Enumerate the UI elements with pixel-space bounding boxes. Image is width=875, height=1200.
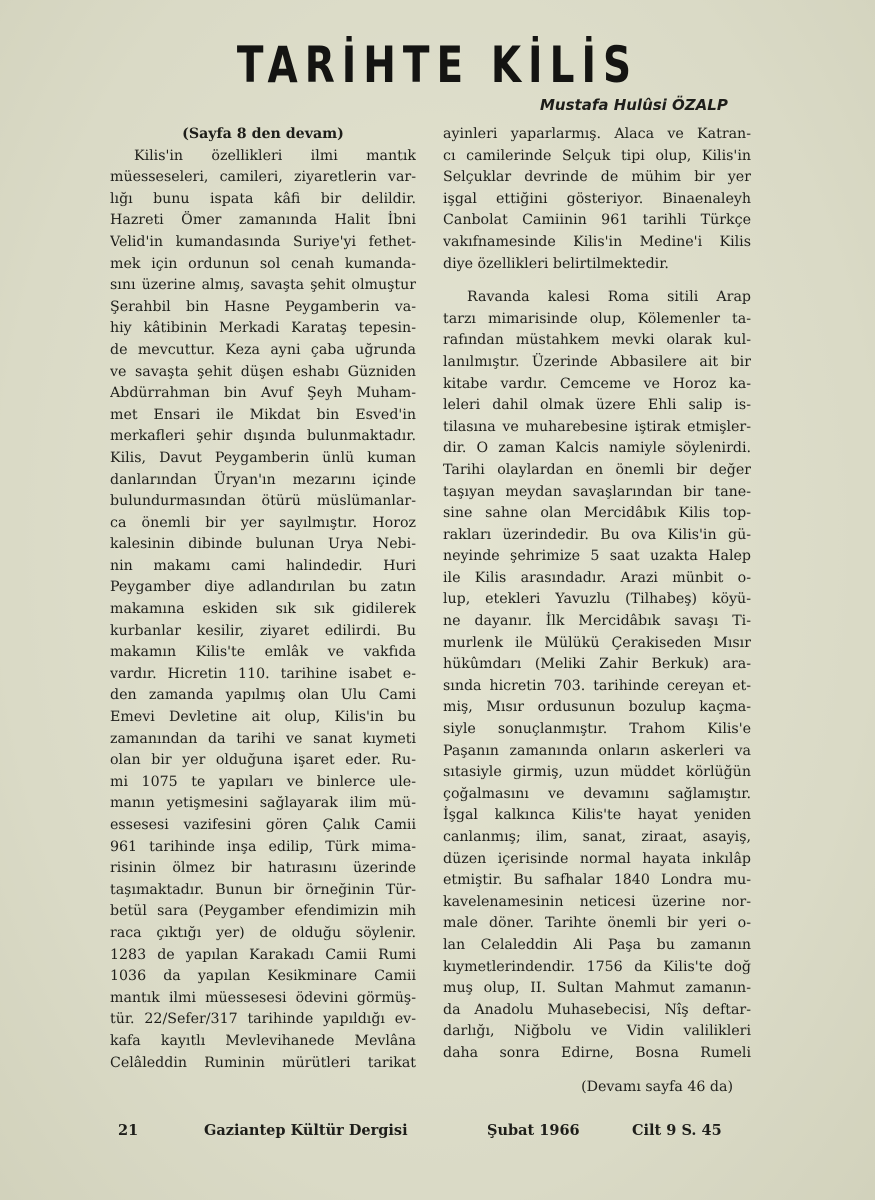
text-line: canlanmış; ilim, sanat, ziraat, asayiş, [443, 829, 751, 845]
text-line: rafından müstahkem mevki olarak kul- [443, 332, 751, 349]
text-line: danlarından Üryan'ın mezarını içinde [110, 471, 416, 488]
issue-date: Şubat 1966 [487, 1122, 580, 1139]
text-line: leleri dahil olmak üzere Ehli salip is- [443, 397, 751, 414]
text-line: mi 1075 te yapıları ve binlerce ule- [110, 773, 416, 790]
text-line: Paşanın zamanında onların askerleri va [443, 742, 751, 759]
text-line: kurbanlar kesilir, ziyaret edilirdi. Bu [110, 622, 416, 639]
right-column [443, 124, 751, 1098]
right-paragraph-2 [443, 287, 751, 1064]
text-line: tür. 22/Sefer/317 tarihinde yapıldığı ev- [110, 1011, 416, 1028]
text-line: Abdürrahman bin Avuf Şeyh Muham- [110, 385, 416, 402]
text-line: ve savaşta şehit düşen eshabı Güzniden [110, 363, 416, 380]
text-line: lan Celaleddin Ali Paşa bu zamanın [443, 936, 751, 953]
text-line: etmiştir. Bu safhalar 1840 Londra mu- [443, 872, 751, 889]
text-line: tarzı mimarisinde olup, Kölemenler ta- [443, 310, 751, 327]
text-line: de mevcuttur. Keza ayni çaba uğrunda [110, 341, 416, 358]
text-line: dir. O zaman Kalcis namiyle söylenirdi. [443, 440, 751, 457]
text-line: kalesinin dibinde bulunan Urya Nebi- [110, 536, 416, 553]
text-line: taşıyan meydan savaşlarından bir tane- [443, 483, 751, 500]
page-number: 21 [118, 1122, 139, 1139]
left-column-text [110, 146, 416, 1075]
text-line: murlenk ile Mülükü Çerakiseden Mısır [443, 634, 751, 651]
right-paragraph-1 [443, 124, 751, 275]
continued-to-note: (Devamı sayfa 46 da) [581, 1078, 733, 1095]
text-line: hükûmdarı (Meliki Zahir Berkuk) ara- [443, 656, 751, 673]
text-line: manın yetişmesini sağlayarak ilim mü- [110, 795, 416, 812]
text-line: neyinde şehrimize 5 saat uzakta Halep [443, 548, 751, 565]
text-line: Kilis, Davut Peygamberin ünlü kuman [110, 449, 416, 466]
text-line: miş, Mısır ordusunun bozulup kaçma- [443, 699, 751, 716]
text-line: Canbolat Camiinin 961 tarihli Türkçe [443, 212, 751, 229]
text-line: Velid'in kumandasında Suriye'yi fethet- [110, 233, 416, 250]
text-line: sını üzerine almış, savaşta şehit olmuştur [110, 277, 416, 294]
text-line: 1036 da yapılan Kesikminare Camii [110, 968, 416, 985]
text-line: işgal ettiğini gösteriyor. Binaenaleyh [443, 190, 751, 207]
text-line: ne dayanır. İlk Mercidâbık savaşı Ti- [443, 613, 751, 630]
text-line: diye özellikleri belirtilmektedir. [443, 255, 669, 272]
text-line: Hazreti Ömer zamanında Halit İbni [110, 212, 416, 229]
text-line: Selçuklar devrinde de mühim bir yer [443, 169, 751, 186]
text-line: lanılmıştır. Üzerinde Abbasilere ait bir [443, 353, 751, 370]
text-line: ile Kilis arasındadır. Arazi münbit o- [443, 569, 751, 586]
article-author: Mustafa Hulûsi ÖZALP [540, 96, 728, 114]
text-line: taşımaktadır. Bunun bir örneğinin Tür- [110, 881, 416, 898]
volume-issue: Cilt 9 S. 45 [632, 1122, 722, 1139]
text-line: hiy kâtibinin Merkadi Karataş tepesin- [110, 320, 416, 337]
text-line: met Ensari ile Mikdat bin Esved'in [110, 406, 416, 423]
text-line: çoğalmasını ve devamını sağlamıştır. [443, 785, 751, 802]
text-line: darlığı, Niğbolu ve Vidin valilikleri [443, 1023, 751, 1040]
text-line: mek için ordunun sol cenah kumanda- [110, 255, 416, 272]
text-line: kitabe vardır. Cemceme ve Horoz ka- [443, 375, 751, 392]
magazine-name: Gaziantep Kültür Dergisi [204, 1122, 408, 1139]
text-line: daha sonra Edirne, Bosna Rumeli [443, 1044, 751, 1061]
text-line: Celâleddin Ruminin mürütleri tarikat [110, 1054, 416, 1071]
text-line: male döner. Tarihte önemli bir yeri o- [443, 915, 751, 932]
text-line: tilasına ve muharebesine iştirak etmişler- [443, 418, 751, 435]
text-line: müesseseleri, camileri, ziyaretlerin var- [110, 169, 416, 186]
text-line: Ravanda kalesi Roma sitili Arap [467, 289, 751, 306]
text-line: essesesi vazifesini gören Çalık Camii [110, 817, 416, 833]
text-line: vardır. Hicretin 110. tarihine isabet e- [110, 665, 416, 682]
text-line: kıymetlerindendir. 1756 da Kilis'te doğ [443, 958, 751, 975]
text-line: zamanından da tarihi ve sanat kıymeti [110, 730, 416, 747]
text-line: siyle sonuçlanmıştır. Trahom Kilis'e [443, 721, 751, 738]
text-line: makamına eskiden sık sık gidilerek [110, 601, 416, 618]
text-line: Peygamber diye adlandırılan bu zatın [110, 579, 416, 596]
continued-from-note: (Sayfa 8 den devam) [182, 126, 344, 142]
text-line: merkafleri şehir dışında bulunmaktadır. [110, 428, 416, 445]
text-line: kafa kayıtlı Mevlevihanede Mevlâna [110, 1032, 416, 1049]
text-line: sıtasiyle girmiş, uzun müddet körlüğün [443, 764, 751, 781]
text-line: makamın Kilis'te emlâk ve vakfıda [110, 644, 416, 661]
page-footer [0, 1122, 875, 1146]
text-line: cı camilerinde Selçuk tipi olup, Kilis'in [443, 147, 751, 164]
text-line: vakıfnamesinde Kilis'in Medine'i Kilis [443, 233, 751, 250]
article-title: TARİHTE KİLİS [236, 36, 639, 94]
text-line: betül sara (Peygamber efendimizin mih [110, 903, 416, 920]
text-line: lup, etekleri Yavuzlu (Tilhabeş) köyü- [443, 591, 751, 608]
text-line: ca önemli bir yer sayılmıştır. Horoz [110, 514, 416, 531]
text-line: sında hicretin 703. tarihinde cereyan et- [443, 677, 751, 694]
text-line: kavelenamesinin neticesi üzerine nor- [443, 893, 751, 910]
text-line: Kilis'in özellikleri ilmi mantık [134, 147, 416, 164]
text-line: sine sahne olan Mercidâbık Kilis top- [443, 505, 751, 522]
text-line: 1283 de yapılan Karakadı Camii Rumi [110, 946, 416, 963]
text-line: den zamanda yapılmış olan Ulu Cami [110, 687, 416, 704]
text-line: düzen içerisinde normal hayata inkılâp [443, 850, 751, 867]
text-line: 961 tarihinde inşa edilip, Türk mima- [110, 838, 416, 855]
text-line: da Anadolu Muhasebecisi, Nîş deftar- [443, 1001, 751, 1018]
text-line: raca çıktığı yer) de olduğu söylenir. [110, 924, 416, 941]
text-line: lığı bunu ispata kâfi bir delildir. [110, 190, 416, 207]
text-line: rakları üzerindedir. Bu ova Kilis'in gü- [443, 526, 751, 543]
text-line: risinin ölmez bir hatırasını üzerinde [110, 860, 416, 877]
text-line: ayinleri yaparlarmış. Alaca ve Katran- [443, 126, 751, 142]
text-line: muş olup, II. Sultan Mahmut zamanın- [443, 980, 751, 997]
text-line: Tarihi olaylardan en önemli bir değer [443, 461, 751, 478]
text-line: mantık ilmi müessesesi ödevini görmüş- [110, 989, 416, 1006]
text-line: İşgal kalkınca Kilis'te hayat yeniden [443, 807, 751, 824]
text-line: Emevi Devletine ait olup, Kilis'in bu [110, 709, 416, 726]
text-line: nin makamı cami halindedir. Huri [110, 557, 416, 574]
left-column [110, 124, 416, 1074]
text-line: bulundurmasından ötürü müslümanlar- [110, 493, 416, 510]
text-line: Şerahbil bin Hasne Peygamberin va- [110, 298, 416, 315]
text-line: olan bir yer olduğuna işaret eder. Ru- [110, 752, 416, 769]
